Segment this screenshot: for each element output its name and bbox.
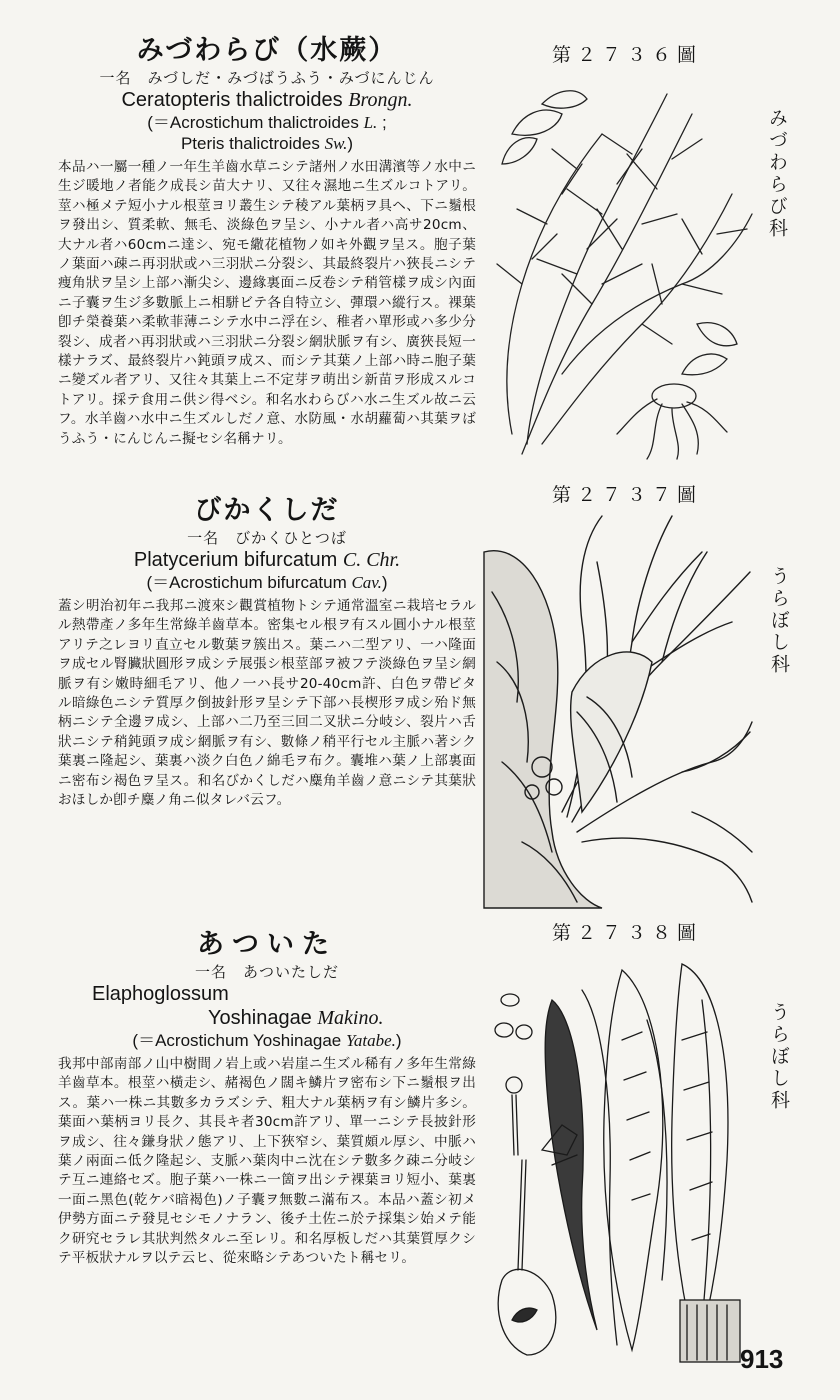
entry-title: あついた <box>197 929 337 960</box>
page-number: 913 <box>740 1344 784 1374</box>
sci-species: Yoshinagae <box>208 1007 312 1029</box>
synonym-author: Yatabe. <box>345 1031 396 1050</box>
scientific-name <box>58 1006 476 1030</box>
sci-binomial: Ceratopteris thalictroides <box>121 89 343 111</box>
sci-author: Brongn. <box>348 89 413 111</box>
synonym-punct: ) <box>381 573 388 592</box>
scientific-name <box>58 88 476 112</box>
figure-number: 第２７３８圖 <box>552 922 703 944</box>
synonym-name: (＝Acrostichum Yoshinagae <box>132 1031 346 1050</box>
figure-number: 第２７３７圖 <box>552 484 703 506</box>
sci-author: Makino. <box>317 1007 384 1029</box>
sci-genus: Elaphoglossum <box>92 983 229 1005</box>
sci-author: C. Chr. <box>342 549 401 571</box>
entry-description: 本品ハ一屬一種ノ一年生羊齒水草ニシテ諸州ノ水田溝濱等ノ水中ニ生ジ暖地ノ者能ク成長シ苗大ナリ、又往々濕地ニ生ズルコトアリ。莖ハ極メテ短小ナル根莖ヨリ叢生シテ稜アル葉柄ヲ具ヘ、下ニ鬚根ヲ發出シ、質柔軟、無毛、淡綠色ヲ呈シ、小ナル者ハ高サ20cm、大ナル者ハ60cmニ達シ、宛モ繖花植物ノ如キ外觀ヲ呈ス。胞子葉ノ葉面ハ疎ニ再羽狀或ハ三羽狀ニ分裂シ、其最終裂片ハ狹長ニシテ痩角狀ヲ呈シ上部ハ漸尖シ、邊緣裏面ニ反卷シテ稍管樣ヲ成シ內面ニ子囊ヲ生ジ多數脈上ニ相駢ビテ各自特立シ、彈環ハ縱行ス。裸葉卽チ榮養葉ハ柔軟菲薄ニシテ水中ニ浮在シ、稚者ハ單形或ハ多少分裂シ、成者ハ再羽狀或ハ三羽狀ニ分裂シ網狀脈ヲ有シ、廣狹長短一樣ナラズ、最終裂片ハ鈍頭ヲ成ス、而シテ其葉ノ上部ハ時ニ胞子葉ニ變ズル者アリ、又往々其葉上ニ不定芽ヲ萌出シ新苗ヲ形成スルコトアリ。採テ食用ニ供シ得ベシ。和名水わらびハ水ニ生ズル故ニ云フ。水羊齒ハ水中ニ生ズルしだノ意、水防風・水胡蘿蔔ハ其葉ヲばうふう・にんじんニ擬セシ名稱ナリ。 <box>58 159 476 447</box>
synonym-punct: ; <box>377 113 387 132</box>
staghorn-fern-illustration <box>482 512 754 910</box>
synonym-name: (＝Acrostichum bifurcatum <box>146 573 352 592</box>
synonym <box>58 112 476 133</box>
entry-title: みづわらび（水蕨） <box>136 35 398 66</box>
synonym <box>58 1030 476 1051</box>
synonym-punct: ) <box>395 1031 402 1050</box>
scientific-name <box>58 548 476 572</box>
entry-alt-name: 一名 びかくひとつば <box>187 529 347 547</box>
entry-mizuwarabi <box>58 34 476 449</box>
synonym-name: (＝Acrostichum thalictroides <box>147 113 364 132</box>
entry-alt-name: 一名 みづしだ・みづばうふう・みづにんじん <box>99 69 435 87</box>
synonym-author: Cav. <box>351 573 382 592</box>
entry-description: 我邦中部南部ノ山中樹間ノ岩上或ハ岩崖ニ生ズル稀有ノ多年生常綠羊齒草本。根莖ハ橫走シ、赭褐色ノ闊キ鱗片ヲ密布シ下ニ鬚根ヲ出ス。葉ハ一株ニ其數多カラズシテ、粗大ナル葉柄ヲ有シ鱗片多シ。葉面ハ葉柄ヨリ長ク、其長キ者30cm許アリ、單一ニシテ長披針形ヲ成シ、往々鎌身狀ノ態アリ、上下狹窄シ、葉質頗ル厚シ、中脈ハ葉ノ兩面ニ低ク隆起シ、支脈ハ葉肉中ニ沈在シテ數多ク疎ニ分岐シテ互ニ連絡セズ。胞子葉ハ一株ニ一箇ヲ出シテ裸葉ヨリ短小、葉裏一面ニ黑色(乾ケバ暗褐色)ノ子囊ヲ無數ニ滿布ス。本品ハ蓋シ初メ伊勢方面ニテ發見セシモノナラン、後チ土佐ニ於テ採集シ始メテ能ク研究セラレ其狀判然タルニ至レリ。和名厚板しだハ其葉質厚クシテ平板狀ナルヲ以テ云ヒ、從來略シテあついたト稱セリ。 <box>58 1056 476 1267</box>
elaphoglossum-illustration <box>482 960 762 1370</box>
synonym <box>58 133 476 154</box>
figure-number: 第２７３６圖 <box>552 44 703 66</box>
entry-bikakushida <box>58 494 476 810</box>
synonym-author: Sw. <box>324 134 348 153</box>
water-fern-illustration <box>482 74 760 464</box>
sci-binomial: Platycerium bifurcatum <box>133 549 338 571</box>
entry-alt-name: 一名 あついたしだ <box>194 963 339 981</box>
synonym-author: L. <box>363 113 378 132</box>
entry-atsuita <box>58 928 476 1268</box>
synonym <box>58 572 476 593</box>
entry-title: びかくしだ <box>194 495 340 526</box>
family-label: うらぼし科 <box>768 566 790 676</box>
entry-description: 蓋シ明治初年ニ我邦ニ渡來シ觀賞植物トシテ通常溫室ニ栽培セラルル熱帶產ノ多年生常綠羊齒草本。密集セル根ヲ有スル圓小ナル根莖アリテ之レヨリ直立セル數葉ヲ簇出ス。葉ニハ二型アリ、一ハ隆面ヲ成セル腎臟狀圓形ヲ成シテ展張シ根莖部ヲ被フテ淡綠色ヲ呈シ網脈ヲ有シ嫩時細毛アリ、他ノ一ハ長サ20-40cm許、白色ヲ帶ビタル暗綠色ニシテ質厚ク倒披針形ヲ呈シテ下部ハ長楔形ヲ成シ殆ド無柄ニシテ全邊ヲ成シ、上部ハ二乃至三回二叉狀ニ分岐シ、裂片ハ舌狀ニシテ稍鈍頭ヲ成シ網脈ヲ有シ、數條ノ稍平行セル主脈ハ著シク葉裏ニ隆起シ、葉裏ハ淡ク白色ノ綿毛ヲ布ク。囊堆ハ葉ノ上部裏面ニ密布シ褐色ヲ呈ス。和名びかくしだハ麋角羊齒ノ意ニシテ其葉狀おほしか卽チ麋ノ角ニ似タレバ云フ。 <box>58 598 476 809</box>
synonym-punct: ) <box>347 134 354 153</box>
family-label: みづわらび科 <box>766 108 788 240</box>
family-label: うらぼし科 <box>768 1002 790 1112</box>
synonym-name: Pteris thalictroides <box>180 134 325 153</box>
